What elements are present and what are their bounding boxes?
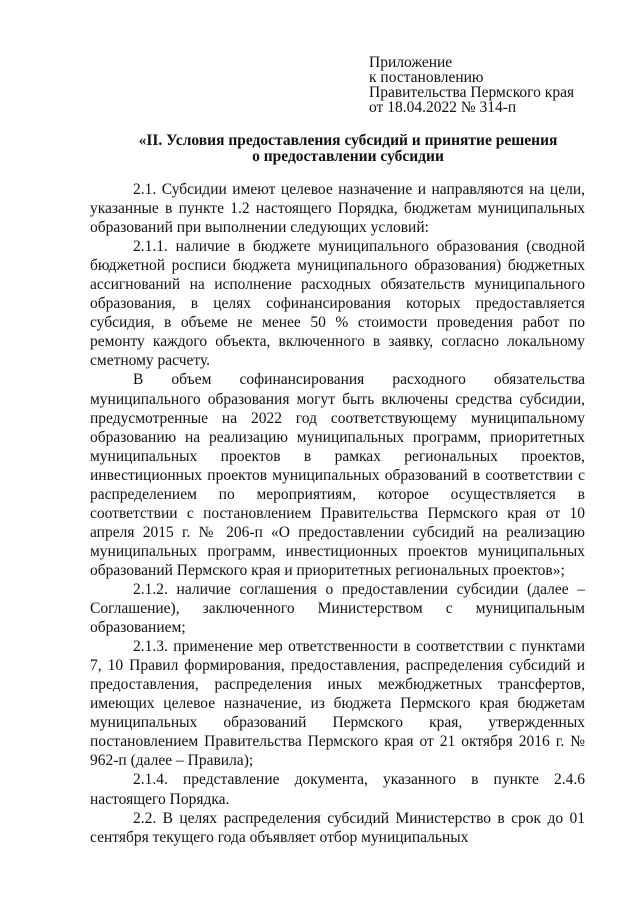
- paragraph-2-1-1: 2.1.1. наличие в бюджете муниципального образования (сводной бюджетной росписи бюджета муниципального образования) бюджетных ассигнований на исполнение расходных обязательств муниципального образования, в целях софинансирования которых предоставляется субсидия, в объеме не менее 50 % стоимости проведения работ по ремонту каждого объекта, включенного в заявку, согласно локальному сметному расчету.: [90, 238, 585, 370]
- document-body: [90, 180, 585, 847]
- paragraph-2-1: 2.1. Субсидии имеют целевое назначение и направляются на цели, указанные в пункте 1.2 настоящего Порядка, бюджетам муниципальных образований при выполнении следующих условий:: [90, 181, 585, 237]
- appendix-block: [369, 55, 574, 115]
- appendix-title: Приложение: [369, 54, 453, 71]
- paragraph-cofinancing: В объем софинансирования расходного обязательства муниципального образования могут быть включены средства субсидии, предусмотренные на 2022 год соответствующему муниципальному образованию на реализацию муниципальных программ, приоритетных муниципальных проектов в рамках региональных проектов, инвестиционных проектов муниципальных образований в соответствии с распределением по мероприятиям, которое осуществляется в соответствии с постановлением Правительства Пермского края от 10 апреля 2015 г. № 206-п «О предоставлении субсидий на реализацию муниципальных программ, инвестиционных проектов муниципальных образований Пермского края и приоритетных региональных проектов»;: [90, 371, 585, 579]
- paragraph-2-2: 2.2. В целях распределения субсидий Министерство в срок до 01 сентября текущего года объявляет отбор муниципальных: [90, 809, 585, 846]
- section-heading: [80, 133, 616, 165]
- section-heading-line-2: о предоставлении субсидии: [252, 148, 444, 165]
- paragraph-2-1-4: 2.1.4. представление документа, указанного в пункте 2.4.6 настоящего Порядка.: [90, 771, 585, 808]
- paragraph-2-1-3: 2.1.3. применение мер ответственности в соответствии с пунктами 7, 10 Правил формирования, предоставления, распределения субсидий и предоставления, распределения иных межбюджетных трансфертов, имеющих целевое назначение, из бюджета Пермского края бюджетам муниципальных образований Пермского края, утвержденных постановлением Правительства Пермского края от 21 октября 2016 г. № 962-п (далее – Правила);: [90, 638, 585, 770]
- paragraph-2-1-2: 2.1.2. наличие соглашения о предоставлении субсидии (далее – Соглашение), заключенного Министерством с муниципальным образованием;: [90, 580, 585, 637]
- appendix-reference: к постановлению: [369, 69, 484, 86]
- section-heading-line-1: «II. Условия предоставления субсидий и принятие решения: [138, 132, 558, 149]
- appendix-authority: Правительства Пермского края: [369, 84, 575, 101]
- appendix-date-number: от 18.04.2022 № 314-п: [369, 99, 517, 116]
